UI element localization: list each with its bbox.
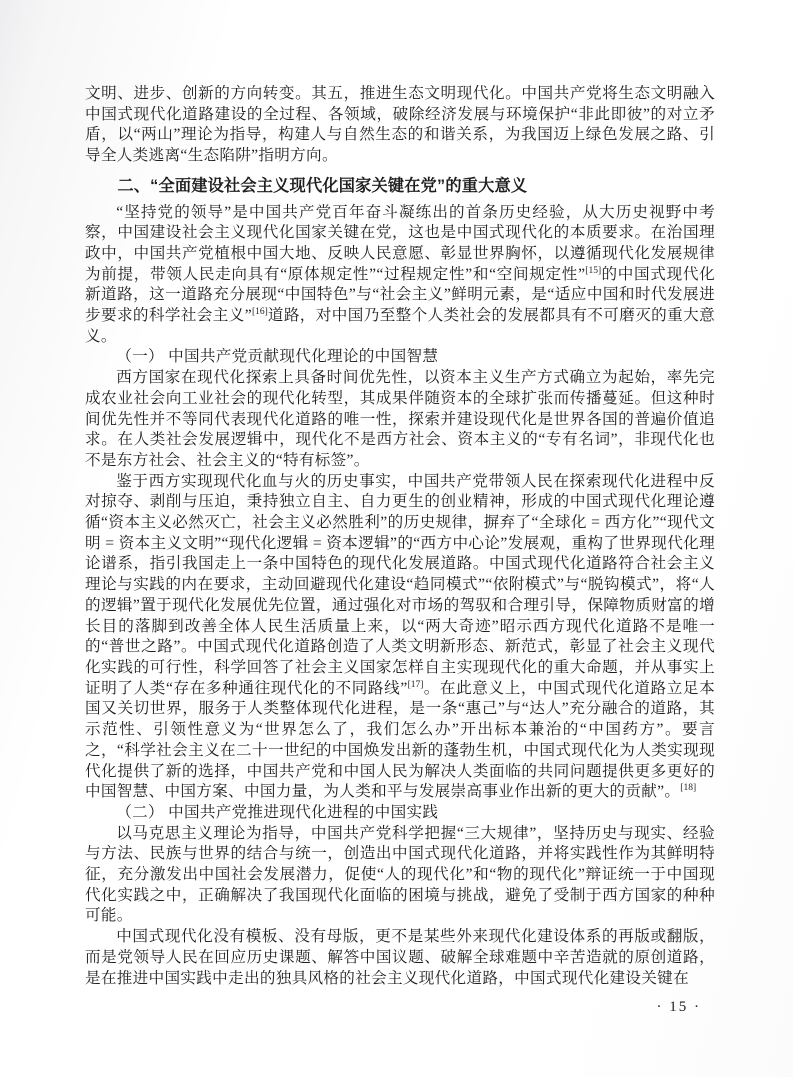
text-run: 鉴于西方实现现代化血与火的历史事实，中国共产党带领人民在探索现代化进程中反对掠夺、剥削与压迫，秉持独立自主、自力更生的创业精神，形成的中国式现代化理论遵循“资本主义必然灭亡，社会主义必然胜利”的历史规律，摒弃了“全球化 = 西方化”“现代文明 = 资本主义文明”“现代化逻辑 = 资本逻辑”的“西方中心论”发展观，重构了世界现代化理论谱系，指引我国走上一条中国特色的现代化发展道路。中国式现代化道路符合社会主义理论与实践的内在要求，主动回避现代化建设“趋同模式”“依附模式”与“脱钩模式”，将“人的逻辑”置于现代化发展优先位置，通过强化对市场的驾驭和合理引导，保障物质财富的增长目的落脚到改善全体人民生活质量上来，以“两大奇迹”昭示西方现代化道路不是唯一的“普世之路”。中国式现代化道路创造了人类文明新形态、新范式，彰显了社会主义现代化实践的可行性，科学回答了社会主义国家怎样自主实现现代化的重大命题，并从事实上证明了人类“存在多种通往现代化的不同路线” (85, 472, 715, 697)
footnote-reference: [18] (680, 783, 697, 794)
section-heading (85, 176, 715, 197)
text-run: 的中国式现代化新道路，这一道路充分展现“中国特色”与“社会主义”鲜明元素，是“适应中国和时代发展进步要求的科学社会主义” (85, 265, 715, 325)
subsection-heading (85, 347, 715, 368)
paragraph (85, 203, 715, 348)
paragraph (85, 472, 715, 803)
paragraph (85, 84, 715, 167)
text-run: 以马克思主义理论为指导，中国共产党科学把握“三大规律”，坚持历史与现实、经验与方法、民族与世界的结合与统一，创造出中国式现代化道路，并将实践性作为其鲜明特征，充分激发出中国社会发展潜力，促使“人的现代化”和“物的现代化”辩证统一于中国现代化实践之中，正确解决了我国现代化面临的困境与挑战，避免了受制于西方国家的种种可能。 (85, 824, 715, 925)
text-run: 道路，对中国乃至整个人类社会的发展都具有不可磨灭的重大意义。 (85, 307, 715, 345)
page-number: · 15 · (656, 999, 701, 1015)
text-run: （二） 中国共产党推进现代化进程的中国实践 (116, 803, 439, 821)
subsection-heading (85, 803, 715, 824)
paragraph (85, 368, 715, 472)
text-run: “坚持党的领导”是中国共产党百年奋斗凝练出的首条历史经验，从大历史视野中考察，中国建设社会主义现代化国家关键在党，这也是中国式现代化的本质要求。在治国理政中，中国共产党植根中国大地、反映人民意愿、彰显世界胸怀，以遵循现代化发展规律为前提，带领人民走向具有“原体规定性”“过程规定性”和“空间规定性” (85, 203, 715, 283)
paragraph (85, 824, 715, 928)
footnote-reference: [17] (407, 679, 424, 690)
text-run: 。在此意义上，中国式现代化道路立足本国又关切世界，服务于人类整体现代化进程，是一条“惠己”与“达人”充分融合的道路，其示范性、引领性意义为“世界怎么了，我们怎么办”开出标本兼治的“中国药方”。要言之，“科学社会主义在二十一世纪的中国焕发出新的蓬勃生机，中国式现代化为人类实现现代化提供了新的选择，中国共产党和中国人民为解决人类面临的共同问题提供更多更好的中国智慧、中国方案、中国力量，为人类和平与发展崇高事业作出新的更大的贡献”。 (85, 679, 715, 801)
text-run: 中国式现代化没有模板、没有母版，更不是某些外来现代化建设体系的再版或翻版，而是党领导人民在回应历史课题、解答中国议题、破解全球难题中辛苦造就的原创道路，是在推进中国实践中走出的独具风格的社会主义现代化道路，中国式现代化建设关键在 (85, 928, 715, 987)
paragraph (85, 927, 715, 989)
document-body (85, 84, 715, 989)
footnote-reference: [15] (585, 265, 602, 276)
text-run: （一） 中国共产党贡献现代化理论的中国智慧 (116, 348, 439, 366)
text-run: 文明、进步、创新的方向转变。其五，推进生态文明现代化。中国共产党将生态文明融入中国式现代化道路建设的全过程、各领域，破除经济发展与环境保护“非此即彼”的对立矛盾，以“两山”理论为指导，构建人与自然生态的和谐关系，为我国迈上绿色发展之路、引导全人类逃离“生态陷阱”指明方向。 (85, 85, 715, 165)
text-run: 西方国家在现代化探索上具备时间优先性，以资本主义生产方式确立为起始，率先完成农业社会向工业社会的现代化转型，其成果伴随资本的全球扩张而传播蔓延。但这种时间优先性并不等同代表现代化道路的唯一性，探索并建设现代化是世界各国的普遍价值追求。在人类社会发展逻辑中，现代化不是西方社会、资本主义的“专有名词”，非现代化也不是东方社会、社会主义的“特有标签”。 (85, 369, 715, 469)
footnote-reference: [16] (251, 307, 268, 318)
text-run: 二、“全面建设社会主义现代化国家关键在党”的重大意义 (117, 176, 528, 195)
